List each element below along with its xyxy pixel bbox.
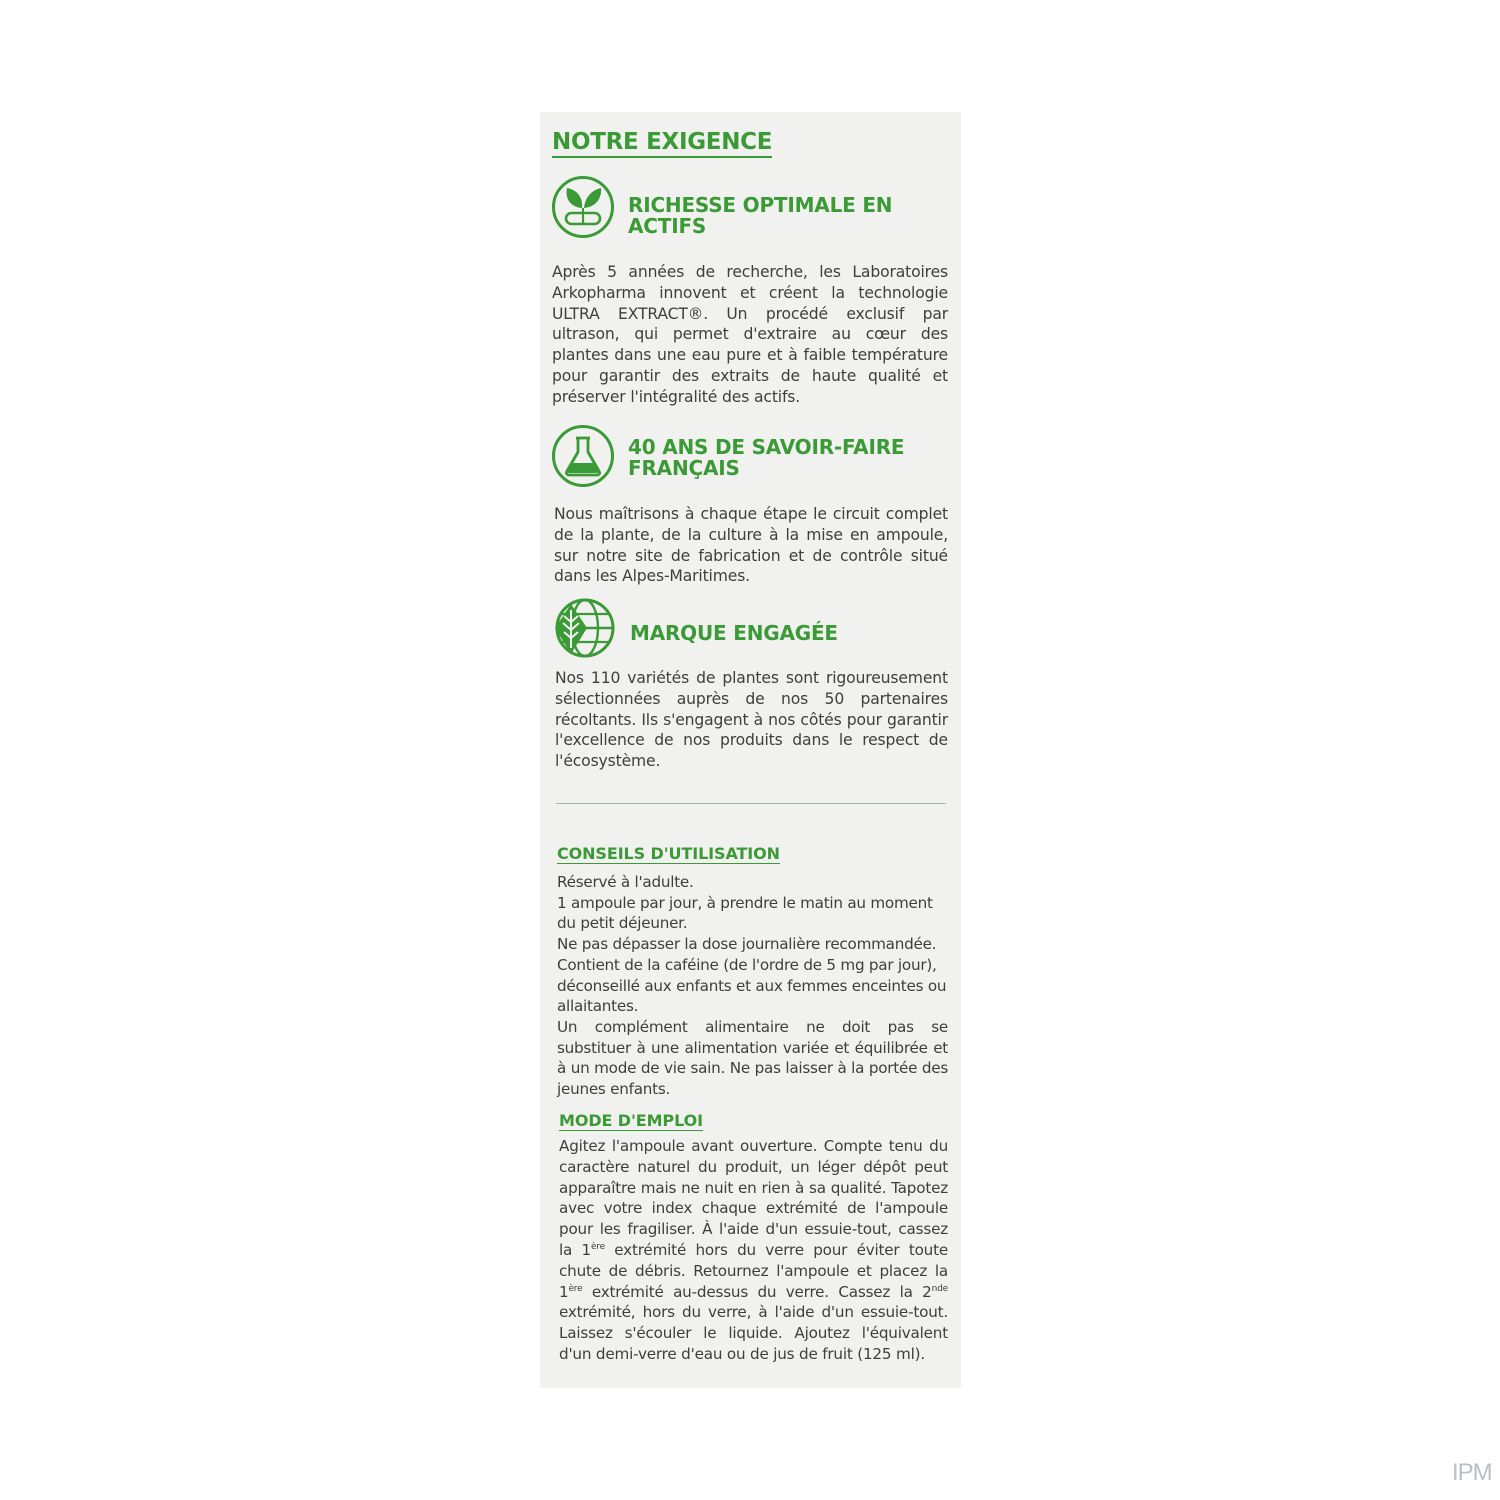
usage-line: Ne pas dépasser la dose journalière recommandée. xyxy=(557,935,937,954)
mode-text xyxy=(559,1136,948,1365)
mode-superscript: ère xyxy=(590,1241,605,1252)
feature-text-marque xyxy=(555,668,948,772)
feature-text-actifs xyxy=(552,262,948,408)
mode-text-part: Agitez l'ampoule avant ouverture. Compte tenu du caractère naturel du produit, un léger dépôt peut apparaître mais ne nuit en rien à sa qualité. Tapotez avec votre index chaque extrémité de l'ampoule pour les fragiliser. À l'aide d'un essuie-tout, cassez la 1 xyxy=(559,1137,948,1259)
mode-title: MODE D'EMPLOI xyxy=(559,1111,703,1130)
usage-line: 1 ampoule par jour, à prendre le matin au moment du petit déjeuner. xyxy=(557,893,933,933)
mode-superscript: ère xyxy=(568,1283,583,1294)
globe-leaf-icon xyxy=(551,596,615,660)
mode-superscript: nde xyxy=(931,1283,948,1294)
usage-text xyxy=(557,872,948,1100)
usage-line: Un complément alimentaire ne doit pas se substituer à une alimentation variée et équilibrée et à un mode de vie sain. Ne pas laisser à la portée des jeunes enfants. xyxy=(557,1017,948,1099)
ipm-watermark: IPM xyxy=(1452,1459,1492,1486)
mode-text-part: extrémité, hors du verre, à l'aide d'un essuie-tout. Laissez s'écouler le liquide. Ajoutez l'équivalent d'un demi-verre d'eau ou de jus de fruit (125 ml). xyxy=(559,1303,948,1363)
mode-text-part: extrémité au-dessus du verre. Cassez la 2 xyxy=(582,1282,932,1301)
usage-line: Réservé à l'adulte. xyxy=(557,873,694,891)
leaf-capsule-icon xyxy=(551,175,615,239)
usage-line: Contient de la caféine (de l'ordre de 5 mg par jour), déconseillé aux enfants et aux femmes enceintes ou allaitantes. xyxy=(557,955,947,1016)
divider xyxy=(556,803,946,804)
mode-text-part: extrémité hors du verre pour éviter toute chute de débris. Retournez l'ampoule et placez la 1 xyxy=(559,1240,949,1301)
feature-title-line: MARQUE ENGAGÉE xyxy=(630,621,838,645)
feature-title-marque xyxy=(630,623,838,644)
feature-title-line: FRANÇAIS xyxy=(628,456,740,480)
usage-title: CONSEILS D'UTILISATION xyxy=(557,844,780,863)
feature-paragraph: Nous maîtrisons à chaque étape le circuit complet de la plante, de la culture à la mise en ampoule, sur notre site de fabrication et de contrôle situé dans les Alpes-Maritimes. xyxy=(554,505,948,586)
package-panel xyxy=(540,112,961,1388)
feature-title-actifs xyxy=(628,195,892,237)
feature-paragraph: Nos 110 variétés de plantes sont rigoureusement sélectionnées auprès de nos 50 partenaires récoltants. Ils s'engagent à nos côtés pour garantir l'excellence de nos produits dans le respect de l'écosystème. xyxy=(555,669,948,771)
feature-title-line: RICHESSE OPTIMALE EN xyxy=(628,193,893,217)
flask-icon xyxy=(551,424,615,488)
feature-paragraph: Après 5 années de recherche, les Laboratoires Arkopharma innovent et créent la technologie ULTRA EXTRACT®. Un procédé exclusif par ultrason, qui permet d'extraire au cœur des plantes dans une eau pure et à faible température pour garantir des extraits de haute qualité et préserver l'intégralité des actifs. xyxy=(552,263,948,406)
section-title: NOTRE EXIGENCE xyxy=(552,129,772,158)
feature-title-line: ACTIFS xyxy=(628,214,707,238)
feature-text-savoir-faire xyxy=(554,504,948,587)
feature-title-savoir-faire xyxy=(628,437,904,479)
feature-title-line: 40 ANS DE SAVOIR-FAIRE xyxy=(628,435,905,459)
